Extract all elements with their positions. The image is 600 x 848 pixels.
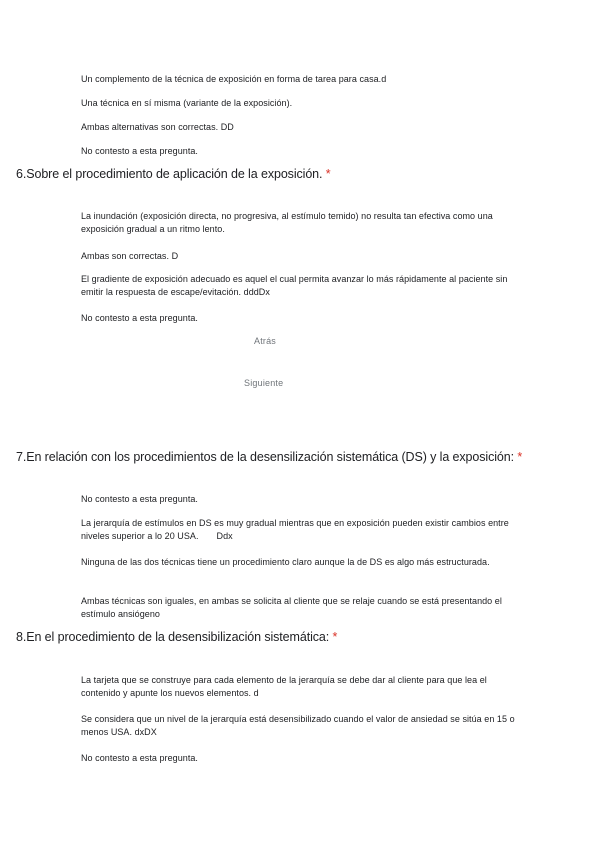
q7-option-1[interactable]: No contesto a esta pregunta. xyxy=(81,494,198,504)
q6-option-3[interactable]: El gradiente de exposición adecuado es aquel el cual permita avanzar lo más rápidamente al paciente sin emitir la respuesta de escape/evitación. dddDx xyxy=(81,274,508,297)
q8-option-1[interactable]: La tarjeta que se construye para cada elemento de la jerarquía se debe dar al cliente para que lea el contenido y apunte los nuevos elementos. d xyxy=(81,675,487,698)
q8-title xyxy=(16,630,337,644)
q6-title xyxy=(16,167,331,181)
q6-title-text: 6.Sobre el procedimiento de aplicación de la exposición. xyxy=(16,167,323,181)
back-button[interactable]: Atrás xyxy=(254,336,277,346)
q7-option-2[interactable] xyxy=(81,517,511,543)
required-mark: * xyxy=(332,630,338,644)
q7-title xyxy=(16,450,522,464)
q8-option-2[interactable]: Se considera que un nivel de la jerarquía está desensibilizado cuando el valor de ansiedad se sitúa en 15 o menos USA. dxDX xyxy=(81,714,515,737)
required-mark: * xyxy=(517,450,523,464)
required-mark: * xyxy=(325,167,331,181)
q7-option-3[interactable]: Ninguna de las dos técnicas tiene un procedimiento claro aunque la de DS es algo más estructurada. xyxy=(81,557,490,567)
q5-option-3[interactable]: Ambas alternativas son correctas. DD xyxy=(81,122,234,132)
q7-option-2-suffix: Ddx xyxy=(216,531,233,541)
q5-option-4[interactable]: No contesto a esta pregunta. xyxy=(81,146,198,156)
next-button[interactable]: Siguiente xyxy=(244,378,284,388)
q7-option-2-text: La jerarquía de estímulos en DS es muy gradual mientras que en exposición pueden existir cambios entre niveles superior a lo 20 USA. xyxy=(81,518,509,541)
q5-option-2[interactable]: Una técnica en sí misma (variante de la exposición). xyxy=(81,98,293,108)
q8-option-3[interactable]: No contesto a esta pregunta. xyxy=(81,753,198,763)
q8-title-text: 8.En el procedimiento de la desensibilización sistemática: xyxy=(16,630,330,644)
q7-option-4[interactable]: Ambas técnicas son iguales, en ambas se solicita al cliente que se relaje cuando se está presentando el estímulo ansiógeno xyxy=(81,596,502,619)
q6-option-4[interactable]: No contesto a esta pregunta. xyxy=(81,313,198,323)
q6-option-1[interactable]: La inundación (exposición directa, no progresiva, al estímulo temido) no resulta tan efectiva como una exposición gradual a un ritmo lento. xyxy=(81,211,493,234)
q6-option-2[interactable]: Ambas son correctas. D xyxy=(81,251,179,261)
q7-title-text: 7.En relación con los procedimientos de la desensilización sistemática (DS) y la exposición: xyxy=(16,450,514,464)
q5-option-1[interactable]: Un complemento de la técnica de exposición en forma de tarea para casa.d xyxy=(81,74,387,84)
